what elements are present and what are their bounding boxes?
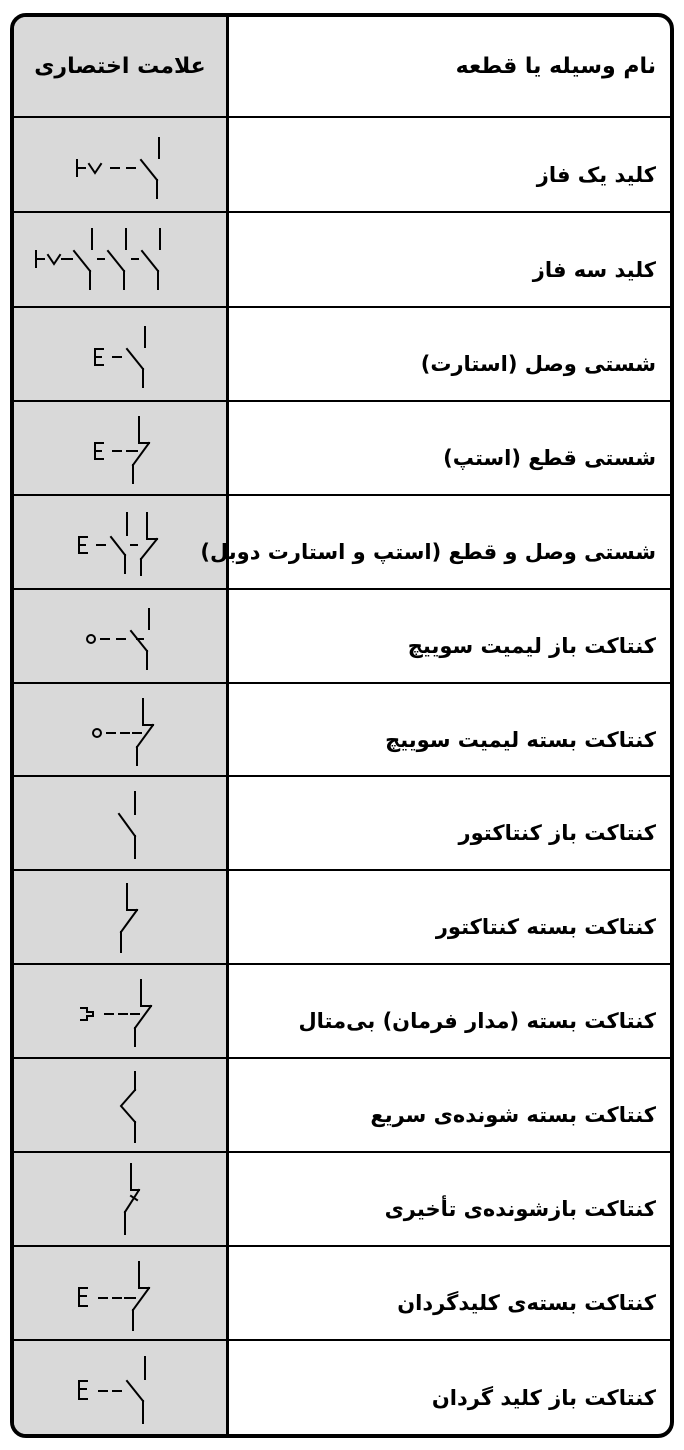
row-name: کنتاکت بسته لیمیت سوییچ (385, 727, 656, 752)
three-phase-switch-icon (20, 215, 220, 305)
symbols-table (14, 17, 670, 1434)
row-name: کلید سه فاز (532, 257, 656, 282)
table-row (14, 1152, 670, 1246)
row-name: کنتاکت باز کلید گردان (431, 1385, 656, 1410)
contactor-no-icon (25, 778, 215, 868)
table-row (14, 964, 670, 1058)
header-symbol-cell (14, 17, 228, 117)
header-row (14, 17, 670, 117)
header-name-label: نام وسیله یا قطعه (455, 54, 656, 79)
row-name: کنتاکت بسته (مدار فرمان) بی‌متال (298, 1009, 656, 1033)
row-name: کنتاکت بازشونده‌ی تأخیری (384, 1197, 656, 1221)
contactor-nc-icon (25, 872, 215, 962)
symbols-table-frame (10, 13, 674, 1438)
single-phase-switch-icon (25, 120, 215, 210)
header-symbol-label: علامت اختصاری (34, 54, 206, 79)
table-row (14, 401, 670, 495)
table-row (14, 589, 670, 683)
table-row (14, 307, 670, 401)
limit-switch-no-icon (25, 591, 215, 681)
rotary-switch-nc-icon (25, 1248, 215, 1338)
bimetal-nc-icon (25, 966, 215, 1056)
table-row (14, 683, 670, 776)
table-row (14, 1058, 670, 1152)
double-pushbutton-icon (25, 497, 215, 587)
table-row (14, 776, 670, 870)
limit-switch-nc-icon (25, 685, 215, 775)
table-row (14, 212, 670, 307)
table-row (14, 1340, 670, 1434)
row-name: کنتاکت بسته شونده‌ی سریع (370, 1103, 656, 1127)
fast-closing-contact-icon (25, 1060, 215, 1150)
table-row (14, 870, 670, 964)
table-row (14, 495, 670, 589)
row-name: شستی وصل و قطع (استپ و استارت دوبل) (200, 540, 656, 564)
row-name: شستی وصل (استارت) (420, 352, 656, 376)
row-name: کنتاکت باز کنتاکتور (458, 821, 656, 845)
delayed-opening-contact-icon (25, 1154, 215, 1244)
row-name: کلید یک فاز (536, 162, 656, 187)
rotary-switch-no-icon (25, 1343, 215, 1433)
row-name: کنتاکت باز لیمیت سوییچ (407, 634, 656, 658)
stop-pushbutton-icon (25, 403, 215, 493)
header-name-cell (228, 17, 671, 117)
start-pushbutton-icon (25, 309, 215, 399)
table-row (14, 1246, 670, 1340)
table-row (14, 117, 670, 212)
row-name: کنتاکت بسته کنتاکتور (435, 915, 656, 939)
row-name: کنتاکت بسته‌ی کلیدگردان (397, 1291, 656, 1315)
row-name: شستی قطع (استپ) (443, 446, 656, 470)
